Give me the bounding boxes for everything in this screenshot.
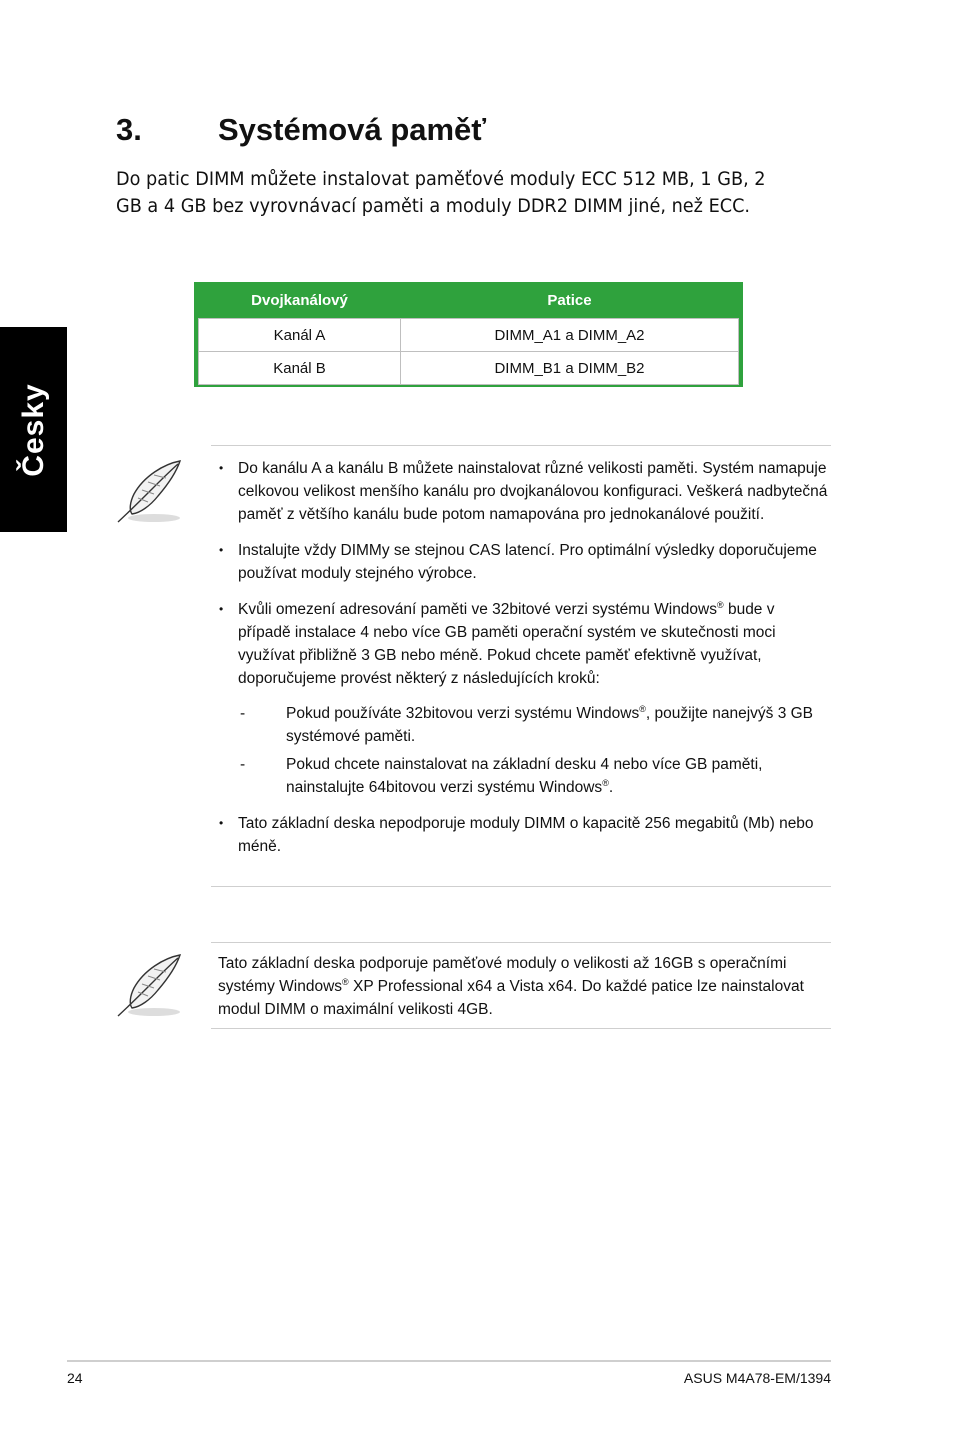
list-item bbox=[219, 812, 831, 858]
table-cell: DIMM_B1 a DIMM_B2 bbox=[401, 352, 739, 385]
registered-mark: ® bbox=[342, 976, 349, 987]
model-name: ASUS M4A78-EM/1394 bbox=[683, 1370, 831, 1386]
list-item bbox=[219, 539, 831, 585]
section-title: Systémová paměť bbox=[218, 112, 487, 147]
registered-mark: ® bbox=[602, 777, 609, 788]
list-item-text: Tato základní deska nepodporuje moduly DIMM o kapacitě 256 megabitů (Mb) nebo méně. bbox=[238, 815, 814, 855]
table-header-cell: Dvojkanálový bbox=[251, 291, 348, 309]
note-bullet-list bbox=[219, 457, 831, 871]
table-cell: Kanál B bbox=[199, 352, 401, 385]
list-item-text: Do kanálu A a kanálu B můžete nainstalovat různé velikosti paměti. Systém namapuje celkovou velikost menšího kanálu pro dvojkanálovou konfiguraci. Veškerá nadbytečná paměť z většího kanálu bude potom namapována pro jednokanálové použití. bbox=[238, 460, 828, 523]
note-text bbox=[218, 952, 818, 1021]
section-heading bbox=[116, 112, 486, 148]
sub-item-text: Pokud chcete nainstalovat na základní desku 4 nebo více GB paměti, nainstalujte 64bitovou verzi systému Windows bbox=[286, 756, 763, 796]
table-header-cell: Patice bbox=[547, 291, 592, 309]
intro-paragraph: Do patic DIMM můžete instalovat paměťové moduly ECC 512 MB, 1 GB, 2 GB a 4 GB bez vyrovnávací paměti a moduly DDR2 DIMM jiné, než ECC. bbox=[116, 168, 766, 217]
feather-note-icon bbox=[114, 952, 186, 1020]
language-tab bbox=[0, 327, 67, 532]
list-item-text: Instalujte vždy DIMMy se stejnou CAS latencí. Pro optimální výsledky doporučujeme používat moduly stejného výrobce. bbox=[238, 542, 817, 582]
list-item bbox=[219, 457, 831, 526]
registered-mark: ® bbox=[717, 599, 724, 610]
note-text-part: XP Professional x64 a Vista x64. Do každé patice lze nainstalovat modul DIMM o maximální velikosti 4GB. bbox=[218, 978, 804, 1018]
sub-list-item bbox=[238, 702, 831, 748]
sub-list-item bbox=[238, 753, 831, 799]
language-tab-label: Česky bbox=[16, 382, 50, 477]
channel-table bbox=[194, 282, 743, 387]
table-row bbox=[199, 319, 739, 352]
sub-list bbox=[238, 702, 831, 799]
table-row bbox=[199, 352, 739, 385]
footer-divider bbox=[67, 1360, 831, 1362]
list-item bbox=[219, 598, 831, 799]
note-text-part: Tato základní deska podporuje paměťové moduly o velikosti až 16GB s operačními systémy Windows bbox=[218, 955, 787, 995]
feather-note-icon bbox=[114, 458, 186, 526]
note-box bbox=[211, 445, 831, 887]
page-number: 24 bbox=[67, 1370, 83, 1386]
section-number: 3. bbox=[116, 112, 142, 147]
table-cell: DIMM_A1 a DIMM_A2 bbox=[401, 319, 739, 352]
sub-item-text: . bbox=[608, 779, 614, 796]
table-cell: Kanál A bbox=[199, 319, 401, 352]
sub-item-text: Pokud používáte 32bitovou verzi systému Windows bbox=[286, 705, 640, 722]
registered-mark: ® bbox=[639, 703, 646, 714]
list-item-text: bude v případě instalace 4 nebo více GB paměti operační systém ve skutečnosti moci využívat přibližně 3 GB nebo méně. Pokud chcete paměť efektivně využívat, doporučujeme provést některý z následujících kroků: bbox=[238, 601, 776, 687]
list-item-text: Kvůli omezení adresování paměti ve 32bitové verzi systému Windows bbox=[238, 601, 717, 618]
note-box bbox=[211, 942, 831, 1029]
sub-item-text: , použijte nanejvýš 3 GB systémové paměti. bbox=[286, 705, 814, 745]
table-header-row bbox=[199, 282, 739, 319]
